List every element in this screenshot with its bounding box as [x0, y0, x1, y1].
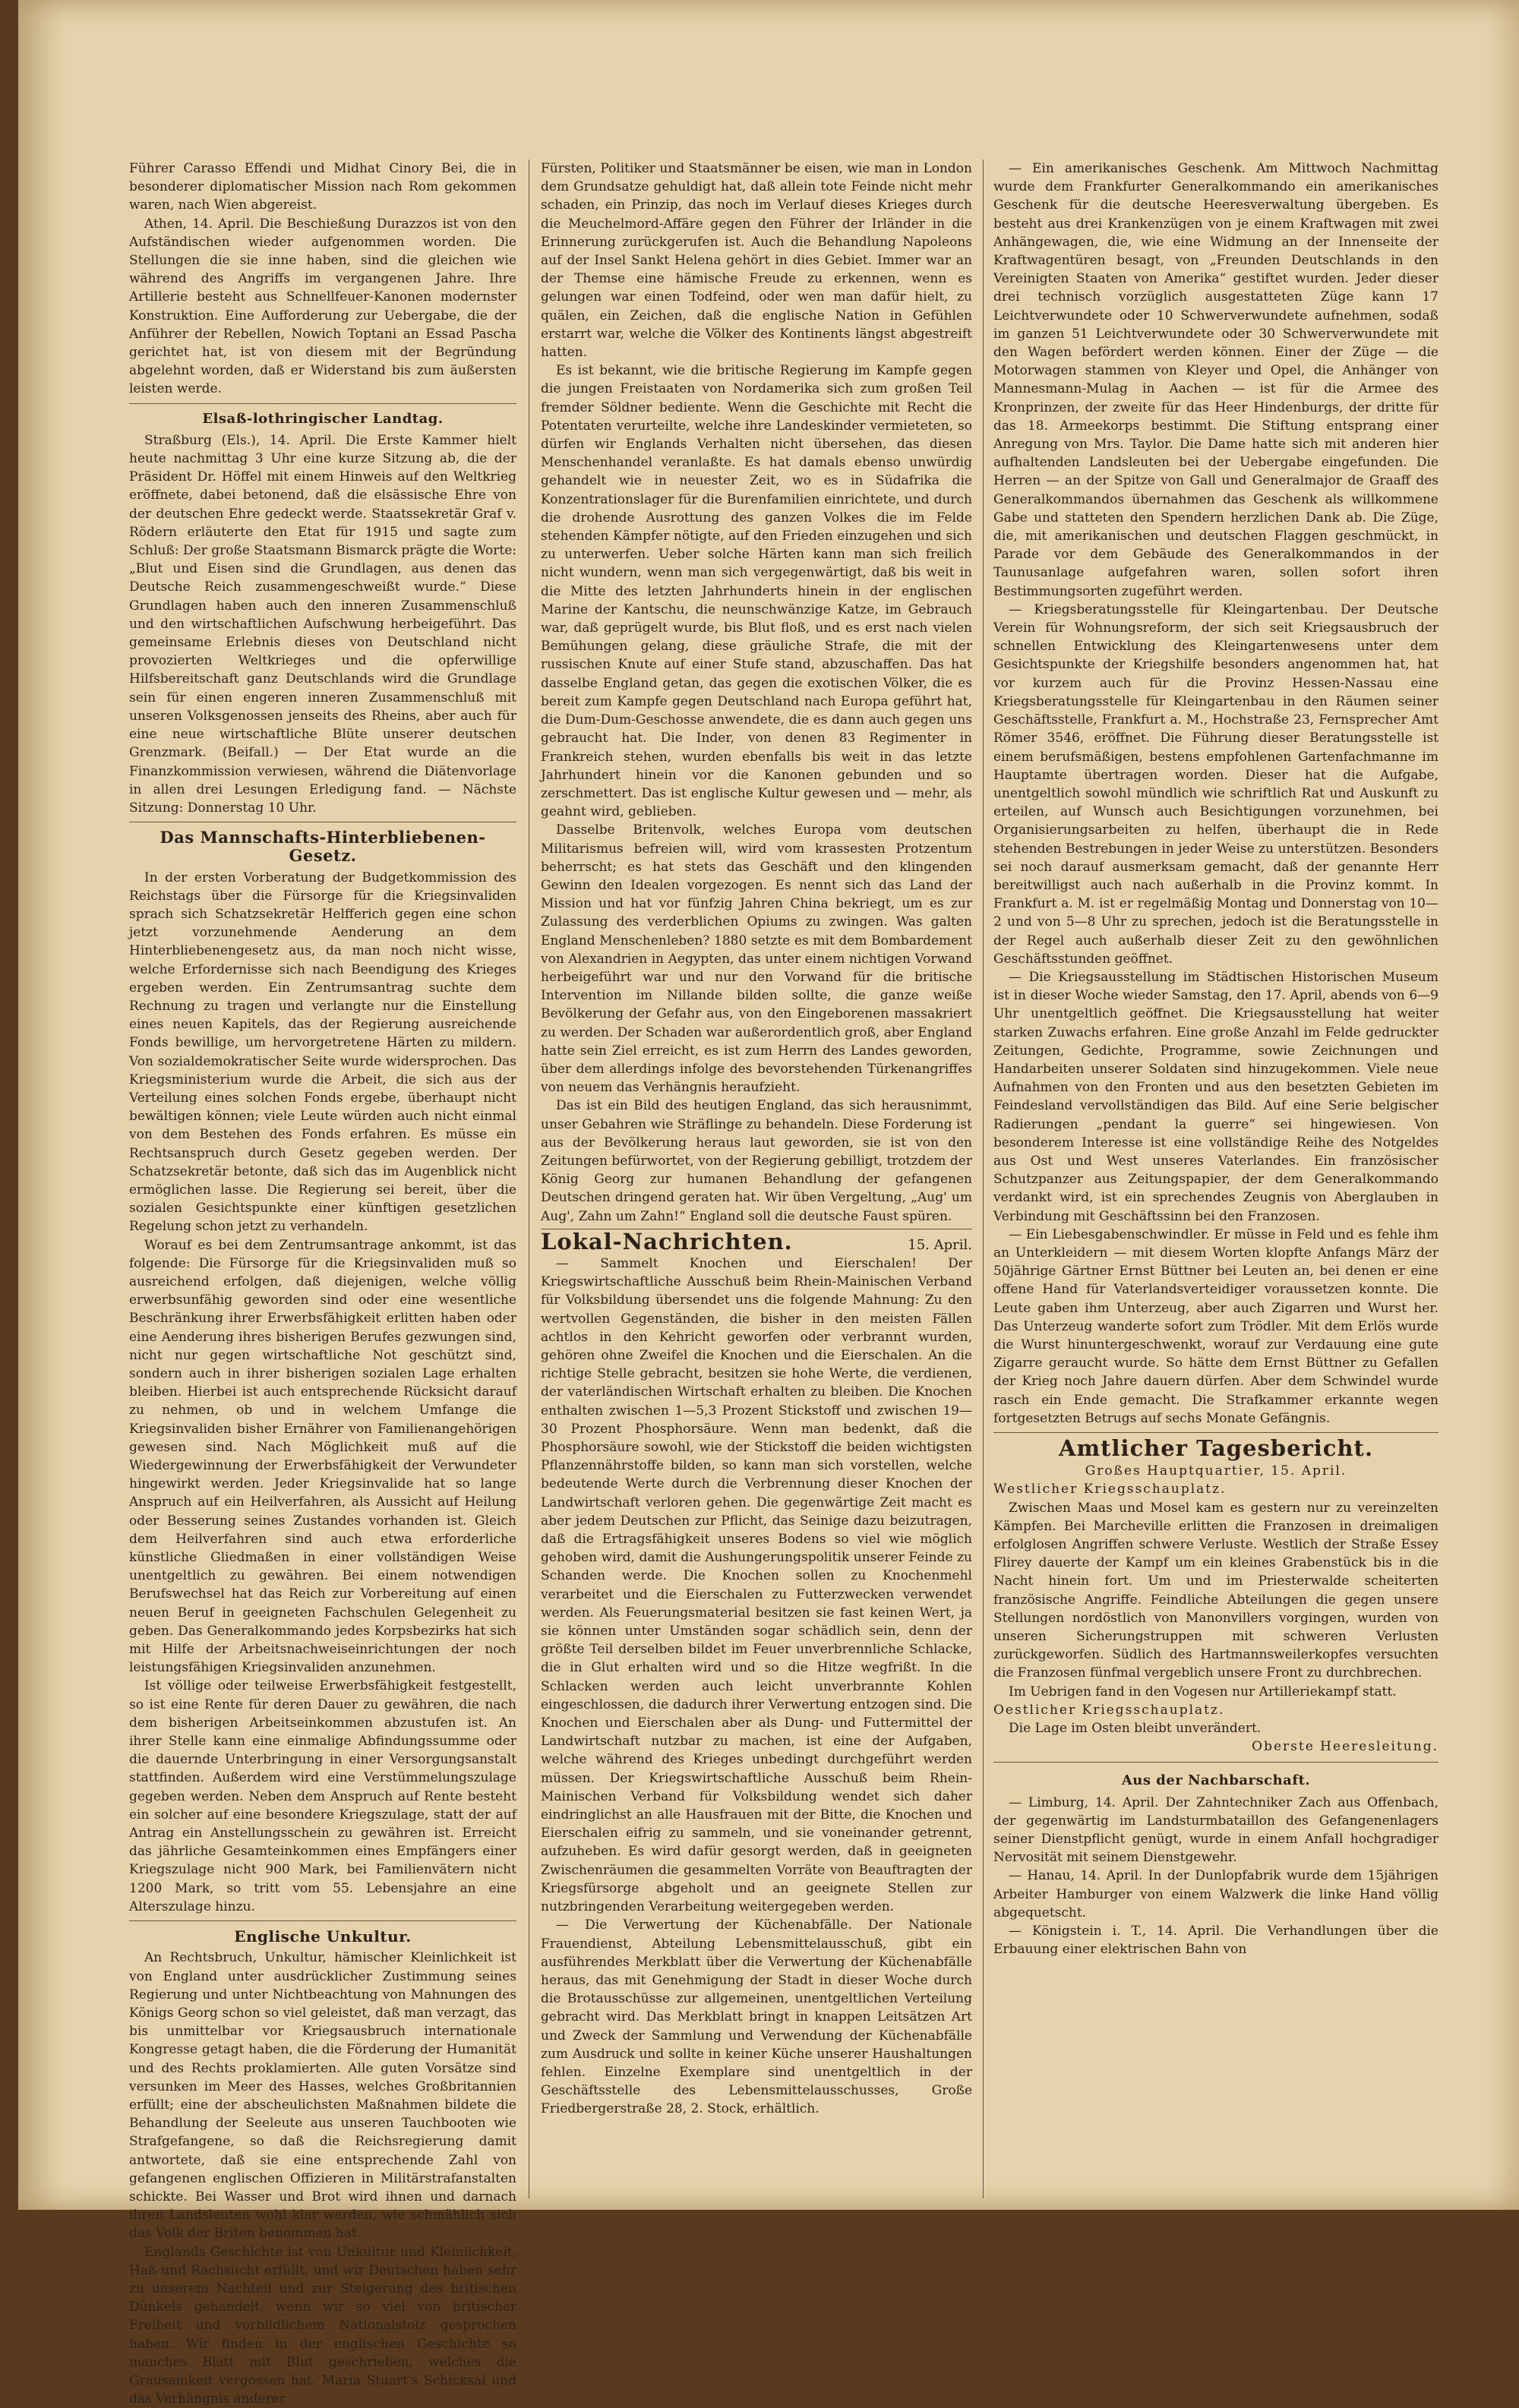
report-paragraph: Im Uebrigen fand in den Vogesen nur Artilleriekampf statt. [1009, 1684, 1397, 1699]
article-paragraph: Fürsten, Politiker und Staatsmänner be eisen, wie man in London dem Grundsatze gehuldigt hat, daß allein tote Feinde nicht mehr schaden, ein Prinzip, das noch im Verlauf dieses Krieges durch die Meuchelmord-Affäre gegen den Führer der Irländer in die Erinnerung zurückgerufen ist. Auch die Behandlung Napoleons auf der Insel Sankt Helena gehört in dies Gebiet. Immer war an der Themse eine hämische Freude zu erkennen, wenn es gelungen war einen Todfeind, oder wen man dafür hielt, zu quälen, ein Zeichen, daß die englische Nation in Gefühlen erstarrt war, welche die Völker des Kontinents längst abgestreift hatten. [541, 161, 972, 361]
divider [129, 403, 516, 404]
divider [129, 1920, 516, 1921]
article-paragraph: Das ist ein Bild des heutigen England, das sich herausnimmt, unser Gebahren wie Sträflinge zu behandeln. Diese Forderung ist aus der Bevölkerung heraus laut geworden, sie ist von den Zeitungen befürwortet, von der Regierung gebilligt, trotzdem der König Georg zur humanen Behandlung der gefangenen Deutschen dringend geraten hat. Wir üben Vergeltung, „Aug' um Aug', Zahn um Zahn!“ England soll die deutsche Faust spüren. [541, 1098, 972, 1224]
section-heading: Elsaß-lothringischer Landtag. [202, 410, 444, 427]
report-paragraph: Die Lage im Osten bleibt unverändert. [1009, 1721, 1262, 1737]
divider [993, 1432, 1438, 1433]
article-paragraph: Straßburg (Els.), 14. April. Die Erste Kammer hielt heute nachmittag 3 Uhr eine kurze Sitzung ab, die der Präsident Dr. Höffel mit einem Hinweis auf den Weltkrieg eröffnete, dabei betonend, daß die elsässische Ehre von der deutschen Ehre gedeckt werde. Staatssekretär Graf v. Rödern erläuterte den Etat für 1915 und sagte zum Schluß: Der große Staatsmann Bismarck prägte die Worte: „Blut und Eisen sind die Grundlagen, aus denen das Deutsche Reich zusammengeschweißt wurde.“ Diese Grundlagen haben auch den inneren Zusammenschluß und den wirtschaftlichen Aufschwung herbeigeführt. Das gemeinsame Erlebnis dieses von Deutschland nicht provozierten Weltkrieges und die opferwillige Hilfsbereitschaft ganz Deutschlands wird die Grundlage sein für einen engeren inneren Zusammenschluß mit unseren Volksgenossen jenseits des Rheins, aber auch für eine neue wirtschaftliche Blüte unserer deutschen Grenzmark. (Beifall.) — Der Etat wurde an die Finanzkommission verwiesen, während die Diätenvorlage in allen drei Lesungen Erledigung fand. — Nächste Sitzung: Donnerstag 10 Uhr. [129, 432, 516, 816]
section-heading: Aus der Nachbarschaft. [1121, 1772, 1311, 1789]
article-paragraph: Athen, 14. April. Die Beschießung Durazzos ist von den Aufständischen wieder aufgenommen worden. Die Stellungen die sie inne haben, sind die gleichen wie während des Angriffs im vergangenen Jahre. Ihre Artillerie besteht aus Schnellfeuer-Kanonen modernster Konstruktion. Eine Aufforderung zur Uebergabe, die der Anführer der Rebellen, Nowich Toptani an Essad Pascha gerichtet hat, ist von diesem mit der Begründung abgelehnt worden, daß er Widerstand bis zum äußersten leisten werde. [129, 216, 516, 397]
article-paragraph: — Sammelt Knochen und Eierschalen! Der Kriegswirtschaftliche Ausschuß beim Rhein-Mainischen Verband für Volksbildung übersendet uns die folgende Mahnung: Zu den wertvollen Gegenständen, die bisher in den meisten Fällen achtlos in den Kehricht geworfen oder verbrannt wurden, gehören ohne Zweifel die Knochen und die Eierschalen. An die richtige Stelle gebracht, besitzen sie hohe Werte, die verdienen, der vaterländischen Wirtschaft erhalten zu bleiben. Die Knochen enthalten zwischen 1—5,3 Prozent Stickstoff und zwischen 19—30 Prozent Phosphorsäure. Wenn man bedenkt, daß die Phosphorsäure sowohl, wie der Stickstoff die beiden wichtigsten Pflanzennährstoffe bilden, so kann man sich vorstellen, welche bedeutende Werte durch die Verbrennung dieser Knochen der Landwirtschaft verloren gehen. Die gegenwärtige Zeit macht es aber jedem Deutschen zur Pflicht, das Seinige dazu beizutragen, daß die Ertragsfähigkeit unseres Bodens so viel wie möglich gehoben wird, damit die Aushungerungspolitik unserer Feinde zu Schanden werde. Die Knochen sollen zu Knochenmehl verarbeitet und die Eierschalen zu Futterzwecken verwendet werden. Als Feuerungsmaterial besitzen sie fast keinen Wert, ja sie können unter Umständen sogar schädlich sein, denn der größte Teil derselben bildet im Feuer unverbrennliche Schlacke, die in Glut erhalten wird und so die Hitze wegfrißt. In die Schlacken werden auch leicht unverbrannte Kohlen eingeschlossen, die dadurch ihrer Verwertung entzogen sind. Die Knochen und Eierschalen aber als Dung- und Futtermittel der Landwirtschaft nutzbar zu machen, ist eine der Aufgaben, welche während des Krieges unbedingt durchgeführt werden müssen. Der Kriegswirtschaftliche Ausschuß beim Rhein-Mainischen Verband für Volksbildung wendet sich daher eindringlichst an alle Hausfrauen mit der Bitte, die Knochen und Eierschalen eifrig zu sammeln, und sie voneinander getrennt, aufzuheben. Es wird dafür gesorgt werden, daß in geeigneten Zwischenräumen die gesammelten Vorräte von Beauftragten der Kriegsfürsorge abgeholt und an geeignete Stellen zur nutzbringenden Verarbeitung weitergegeben werden. [541, 1255, 972, 1915]
article-paragraph: In der ersten Vorberatung der Budgetkommission des Reichstags über die Fürsorge für die Kriegsinvaliden sprach sich Schatzsekretär Helfferich gegen eine schon jetzt vorzunehmende Aenderung an dem Hinterbliebenengesetz aus, da man noch nicht wisse, welche Erfordernisse sich nach Beendigung des Krieges ergeben werden. Ein Zentrumsantrag suchte dem Rechnung zu tragen und verlangte nur die Einstellung eines neuen Kapitels, das der Regierung ausreichende Fonds bewillige, um hervorgetretene Härten zu mildern. Von sozialdemokratischer Seite wurde widersprochen. Das Kriegsministerium wurde die Arbeit, die sich aus der Verteilung eines solchen Fonds ergebe, überhaupt nicht bewältigen können; viele Leute würden auch nicht einmal von dem Bestehen des Fonds erfahren. Es müsse ein Rechtsanspruch durch Gesetz gegeben werden. Der Schatzsekretär betonte, daß sich das im Augenblick nicht ermöglichen lasse. Die Regierung sei bereit, über die sozialen Gesichtspunkte einer künftigen gesetzlichen Regelung schon jetzt zu verhandeln. [129, 869, 516, 1235]
article-paragraph: Worauf es bei dem Zentrumsantrage ankommt, ist das folgende: Die Fürsorge für die Kriegsinvaliden muß so ausreichend erfolgen, daß diejenigen, welche völlig erwerbsunfähig geworden sind oder eine wesentliche Beschränkung ihrer Erwerbsfähigkeit erlitten haben oder eine Aenderung ihres bisherigen Berufes gezwungen sind, nicht nur gegen wirtschaftliche Not geschützt sind, sondern auch in ihrer bisherigen sozialen Lage erhalten bleiben. Hierbei ist auch entsprechende Rücksicht darauf zu nehmen, ob und in welchem Umfange die Kriegsinvaliden bisher Ernährer von Familienangehörigen gewesen sind. Nach Möglichkeit muß auf die Wiedergewinnung der Erwerbsfähigkeit der Verwundeter hingewirkt werden. Jeder Kriegsinvalide hat so lange Anspruch auf ein Heilverfahren, als Aussicht auf Heilung oder Besserung seines Zustandes vorhanden ist. Gleich dem Heilverfahren sind auch etwa erforderliche künstliche Gliedmaßen in einer vollständigen Weise unentgeltlich zu gewähren. Bei einem notwendigen Berufswechsel hat das Reich zur Vorbereitung auf einen neuen Beruf in geeigneten Fachschulen Gelegenheit zu geben. Das Generalkommando jedes Korpsbezirks hat sich mit Hilfe der Arbeitsnachweiseinrichtungen der noch leistungsfähigen Kriegsinvaliden anzunehmen. [129, 1237, 516, 1676]
article-paragraph: — Die Kriegsausstellung im Städtischen Historischen Museum ist in dieser Woche wieder Samstag, den 17. April, abends von 6—9 Uhr unentgeltlich geöffnet. Die Kriegsausstellung hat weiter starken Zuwachs erfahren. Eine große Anzahl im Felde gedruckter Zeitungen, Gedichte, Programme, sowie Zeichnungen und Handarbeiten unserer Soldaten sind hinzugekommen. Viele neue Aufnahmen von den Fronten und aus den besetzten Gebieten im Feindesland vervollständigen das Bild. Auf eine Serie belgischer Radierungen „pendant la guerre“ sei hingewiesen. Von besonderem Interesse ist eine vollständige Reihe des Notgeldes aus Ost und West unseres Vaterlandes. Ein französischer Schutzpanzer aus Zeitungspapier, der dem Generalkommando verdankt wird, ist ein sprechendes Zeugnis von Aberglauben in Verbindung mit Geschäftssinn bei den Franzosen. [993, 969, 1438, 1224]
column-3 [993, 159, 1438, 2202]
article-paragraph: An Rechtsbruch, Unkultur, hämischer Kleinlichkeit ist von England unter ausdrücklicher Zustimmung seines Regierung und unter Nichtbeachtung von Mahnungen des Königs Georg schon so viel geleistet, daß man verzagt, das bis unmittelbar vor Kriegsausbruch internationale Kongresse getagt haben, die die Förderung der Humanität und des Rechts proklamierten. Alle guten Vorsätze sind versunken im Meer des Hasses, welches Großbritannien erfüllt; eine der abscheulichsten Maßnahmen bildete die Behandlung der Seeleute aus unseren Tauchbooten wie Strafgefangene, so daß die Reichsregierung damit antwortete, daß sie eine entsprechende Zahl von gefangenen englischen Offizieren in Militärstrafanstalten schickte. Bei Wasser und Brot wird ihnen und darnach ihren Landsleuten wohl klar werden, wie schmählich sich das Volk der Briten benommen hat. [129, 1950, 516, 2242]
column-1 [129, 159, 516, 2407]
report-paragraph: Zwischen Maas und Mosel kam es gestern nur zu vereinzelten Kämpfen. Bei Marcheville erlitten die Franzosen in dreimaligen erfolglosen Angriffen schwere Verluste. Westlich der Straße Essey Flirey dauerte der Kampf um ein kleines Grabenstück bis in die Nacht hinein fort. Um und im Priesterwalde scheiterten französische Angriffe. Feindliche Abteilungen die gegen unsere Stellungen nordöstlich von Manonvillers vorgingen, wurden von unseren Sicherungstruppen mit schweren Verlusten zurückgeworfen. Südlich des Hartmannsweilerkopfes versuchten die Franzosen fünfmal vergeblich unsere Front zu durchbrechen. [993, 1500, 1438, 1681]
article-paragraph: Es ist bekannt, wie die britische Regierung im Kampfe gegen die jungen Freistaaten von Nordamerika sich zum großen Teil fremder Söldner bediente. Wenn die Geschichte mit Recht die Potentaten verurteilte, welche ihre Landeskinder vermieteten, so dürfen wir Englands Verhalten nicht übersehen, das diesen Menschenhandel veranlaßte. Es hat damals ebenso unwürdig gehandelt wie in neuester Zeit, wo es in Südafrika die Konzentrationslager für die Burenfamilien einrichtete, und durch die drohende Ausrottung des ganzen Volkes die im Felde stehenden Kämpfer nötigte, auf den Frieden einzugehen und sich zu unterwerfen. Ueber solche Härten kann man sich freilich nicht wundern, wenn man sich vergegenwärtigt, daß bis weit in die Mitte des letzten Jahrhunderts hinein in der englischen Marine der Kantschu, die neunschwänzige Katze, im Gebrauch war, daß geprügelt wurde, bis Blut floß, und es erst nach vielen Bemühungen gelang, diese gräuliche Strafe, die mit der russischen Knute auf einer Stufe stand, abzuschaffen. Das hat dasselbe England getan, das gegen die exotischen Völker, die es bereit zum Kampfe gegen Deutschland nach Europa geführt hat, die Dum-Dum-Geschosse anwendete, die es dann auch gegen uns gebraucht hat. Die Inder, von denen 83 Regimenter in Frankreich stehen, wurden ebenfalls bis weit in das letzte Jahrhundert hinein vor die Kanonen gebunden und so zerschmettert. Das ist englische Kultur gewesen und — mehr, als geahnt wird, geblieben. [541, 363, 972, 820]
column-2 [541, 159, 972, 2202]
newspaper-page [18, 0, 1519, 2407]
article-paragraph: — Hanau, 14. April. In der Dunlopfabrik wurde dem 15jährigen Arbeiter Hamburger von einem Walzwerk die linke Hand völlig abgequetscht. [993, 1868, 1438, 1920]
section-heading: Das Mannschafts-Hinterbliebenen-Gesetz. [159, 828, 486, 866]
article-paragraph: Führer Carasso Effendi und Midhat Cinory Bei, die in besonderer diplomatischer Mission nach Rom gekommen waren, nach Wien abgereist. [129, 161, 516, 213]
subheading: Oestlicher Kriegsschauplatz. [993, 1702, 1225, 1718]
article-paragraph: — Ein amerikanisches Geschenk. Am Mittwoch Nachmittag wurde dem Frankfurter Generalkommando ein amerikanisches Geschenk für die deutsche Heeresverwaltung übergeben. Es besteht aus drei Krankenzügen von je einem Kraftwagen mit zwei Anhängewagen, die, wie eine Widmung an der Innenseite der Kraftwagentüren besagt, von „Freunden Deutschlands in den Vereinigten Staaten von Amerika“ gestiftet wurden. Jeder dieser drei technisch vorzüglich ausgestatteten Züge kann 17 Leichtverwundete oder 10 Schwerverwundete aufnehmen, sodaß im ganzen 51 Leichtverwundete oder 30 Schwerverwundete mit den Wagen befördert werden können. Einer der Züge — die Motorwagen stammen von Kleyer und Opel, die Anhänger von Mannesmann-Mulag in Aachen — ist für die Armee des Kronprinzen, der zweite für das Heer Hindenburgs, der dritte für das 18. Armeekorps bestimmt. Die Stiftung entsprang einer Anregung von Mrs. Taylor. Die Dame hatte sich mit anderen hier aufhaltenden Landsleuten bei der Uebergabe eingefunden. Die Herren — an der Spitze von Gall und Generalmajor de Graaff des Generalkommandos übernahmen das Geschenk als willkommene Gabe und statteten den Spendern herzlichen Dank ab. Die Züge, die, mit amerikanischen und deutschen Flaggen geschmückt, in Parade vor dem Gebäude des Generalkommandos in der Taunusanlage aufgefahren waren, sollen sofort ihren Bestimmungsorten zugeführt werden. [993, 161, 1438, 599]
subheading: Westlicher Kriegsschauplatz. [993, 1482, 1227, 1498]
lokal-header [541, 1229, 972, 1254]
report-signature: Oberste Heeresleitung. [1252, 1739, 1438, 1755]
article-paragraph: Dasselbe Britenvolk, welches Europa vom deutschen Militarismus befreien will, wird vom krassesten Protzentum beherrscht; es hat stets das Geschäft und den klingenden Gewinn den Idealen vorgezogen. Es nennt sich das Land der Mission und hat vor fünfzig Jahren China bekriegt, um es zur Zulassung des verderblichen Opiums zu zwingen. Was galten England Menschenleben? 1880 setzte es mit dem Bombardement von Alexandrien in Aegypten, das unter einem nichtigen Vorwand herbeigeführt war und nur den Vorwand für die britische Intervention im Nillande bilden sollte, die ganze weiße Bevölkerung der Gefahr aus, von den Eingeborenen massakriert zu werden. Der Schaden war außerordentlich groß, aber England hatte sein Ziel erreicht, es ist zum Herrn des Landes geworden, über dem allerdings infolge des bevorstehenden Türkenangriffes von neuem das Verhängnis heraufzieht. [541, 822, 972, 1096]
article-paragraph: — Limburg, 14. April. Der Zahntechniker Zach aus Offenbach, der gegenwärtig im Landsturmbataillon des Gefangenenlagers seiner Dienstpflicht genügt, wurde in einem Anfall hochgradiger Nervosität mit seinem Dienstgewehr. [993, 1794, 1438, 1866]
section-heading: Lokal-Nachrichten. [541, 1228, 793, 1254]
section-heading: Englische Unkultur. [234, 1927, 412, 1946]
report-place: Großes Hauptquartier, 15. April. [1085, 1463, 1347, 1479]
article-paragraph: — Königstein i. T., 14. April. Die Verhandlungen über die Erbauung einer elektrischen Bahn von [993, 1924, 1438, 1958]
article-paragraph: — Kriegsberatungsstelle für Kleingartenbau. Der Deutsche Verein für Wohnungsreform, der sich seit Kriegsausbruch der schnellen Entwicklung des Kleingartenwesens unter dem Gesichtspunkte der Kriegshilfe besonders angenommen hat, hat vor kurzem auch für die Provinz Hessen-Nassau eine Kriegsberatungsstelle für Kleingartenbau in den Räumen seiner Geschäftsstelle, Frankfurt a. M., Hochstraße 23, Fernsprecher Amt Römer 3546, eröffnet. Die Führung dieser Beratungsstelle ist einem berufsmäßigen, bestens empfohlenen Gartenfachmanne im Hauptamte übertragen worden. Dieser hat die Aufgabe, unentgeltlich sowohl mündlich wie schriftlich Rat und Auskunft zu erteilen, auf Wunsch auch Besichtigungen vorzunehmen, bei Organisierungsarbeiten zu helfen, überhaupt die in Rede stehenden Bestrebungen in jeder Weise zu unterstützen. Besonders sei noch darauf ausmerksam gemacht, daß der genannte Herr bereitwilligst auch nach außerhalb in die Provinz kommt. In Frankfurt a. M. ist er regelmäßig Montag und Donnerstag von 10—2 und von 5—8 Uhr zu sprechen, jedoch ist die Beratungsstelle in der Regel auch außerhalb dieser Zeit zu den gewöhnlichen Geschäftsstunden geöffnet. [993, 601, 1438, 967]
article-paragraph: — Die Verwertung der Küchenabfälle. Der Nationale Frauendienst, Abteilung Lebensmittelausschuß, gibt ein ausführendes Merkblatt über die Verwertung der Küchenabfälle heraus, das mit Genehmigung der Stadt in dieser Woche durch die Brotausschüsse zur allgemeinen, unentgeltlichen Verteilung gebracht wird. Das Merkblatt bringt in knappen Leitsätzen Art und Zweck der Sammlung und Verwendung der Küchenabfälle zum Ausdruck und sollte in keiner Küche unserer Haushaltungen fehlen. Einzelne Exemplare sind unentgeltlich in der Geschäftsstelle des Lebensmittelausschusses, Große Friedbergerstraße 28, 2. Stock, erhältlich. [541, 1917, 972, 2117]
article-paragraph: — Ein Liebesgabenschwindler. Er müsse in Feld und es fehle ihm an Unterkleidern — mit diesem Worten klopfte Anfangs März der 50jährige Gärtner Ernst Büttner bei Leuten an, bei denen er eine offene Hand für Vaterlandsverteidiger voraussetzen konnte. Die Leute gaben ihm Unterzeug, aber auch Zigarren und Wurst her. Das Unterzeug wanderte sofort zum Trödler. Mit dem Erlös wurde die Wurst hinuntergeschwenkt, worauf zur Verdauung eine gute Zigarre geraucht wurde. So hätte dem Ernst Büttner zu Gefallen der Krieg noch Jahre dauern dürfen. Aber dem Schwindel wurde rasch ein Ende gemacht. Die Strafkammer erkannte wegen fortgesetzten Betrugs auf sechs Monate Gefängnis. [993, 1226, 1438, 1426]
article-paragraph: Ist völlige oder teilweise Erwerbsfähigkeit festgestellt, so ist eine Rente für deren Dauer zu gewähren, die nach dem bisherigen Arbeitseinkommen abzustufen ist. An ihrer Stelle kann eine einmalige Abfindungssumme oder die dauernde Unterbringung in einer Versorgungsanstalt stattfinden. Außerdem wird eine Verstümmelungszulage gegeben werden. Neben dem Anspruch auf Rente besteht ein solcher auf eine besondere Kriegszulage, statt der auf Antrag ein Anstellungsschein zu gewähren ist. Erreicht das jährliche Gesamteinkommen eines Empfängers einer Kriegszulage nicht 900 Mark, bei Familienvätern nicht 1200 Mark, so tritt vom 55. Lebensjahre an eine Alterszulage hinzu. [129, 1678, 516, 1914]
section-heading: Amtlicher Tagesbericht. [1058, 1435, 1374, 1462]
article-paragraph: Englands Geschichte ist von Unkultur und Kleinlichkeit, Haß und Rachsucht erfüllt, und wir Deutschen haben sehr zu unserem Nachteil und zur Steigerung des britischen Dünkels gehandelt, wenn wir so viel von britischer Freiheit und vorbildlichem Nationalstolz gesprochen haben. Wir finden in der englischen Geschichte so manches Blatt mit Blut geschrieben, welches die Grausamkeit vergossen hat. Maria Stuart's Schicksal und das Verhängnis anderer [129, 2244, 516, 2407]
divider [993, 1762, 1438, 1766]
column-rule [983, 159, 984, 2198]
section-date: 15. April. [908, 1236, 972, 1253]
